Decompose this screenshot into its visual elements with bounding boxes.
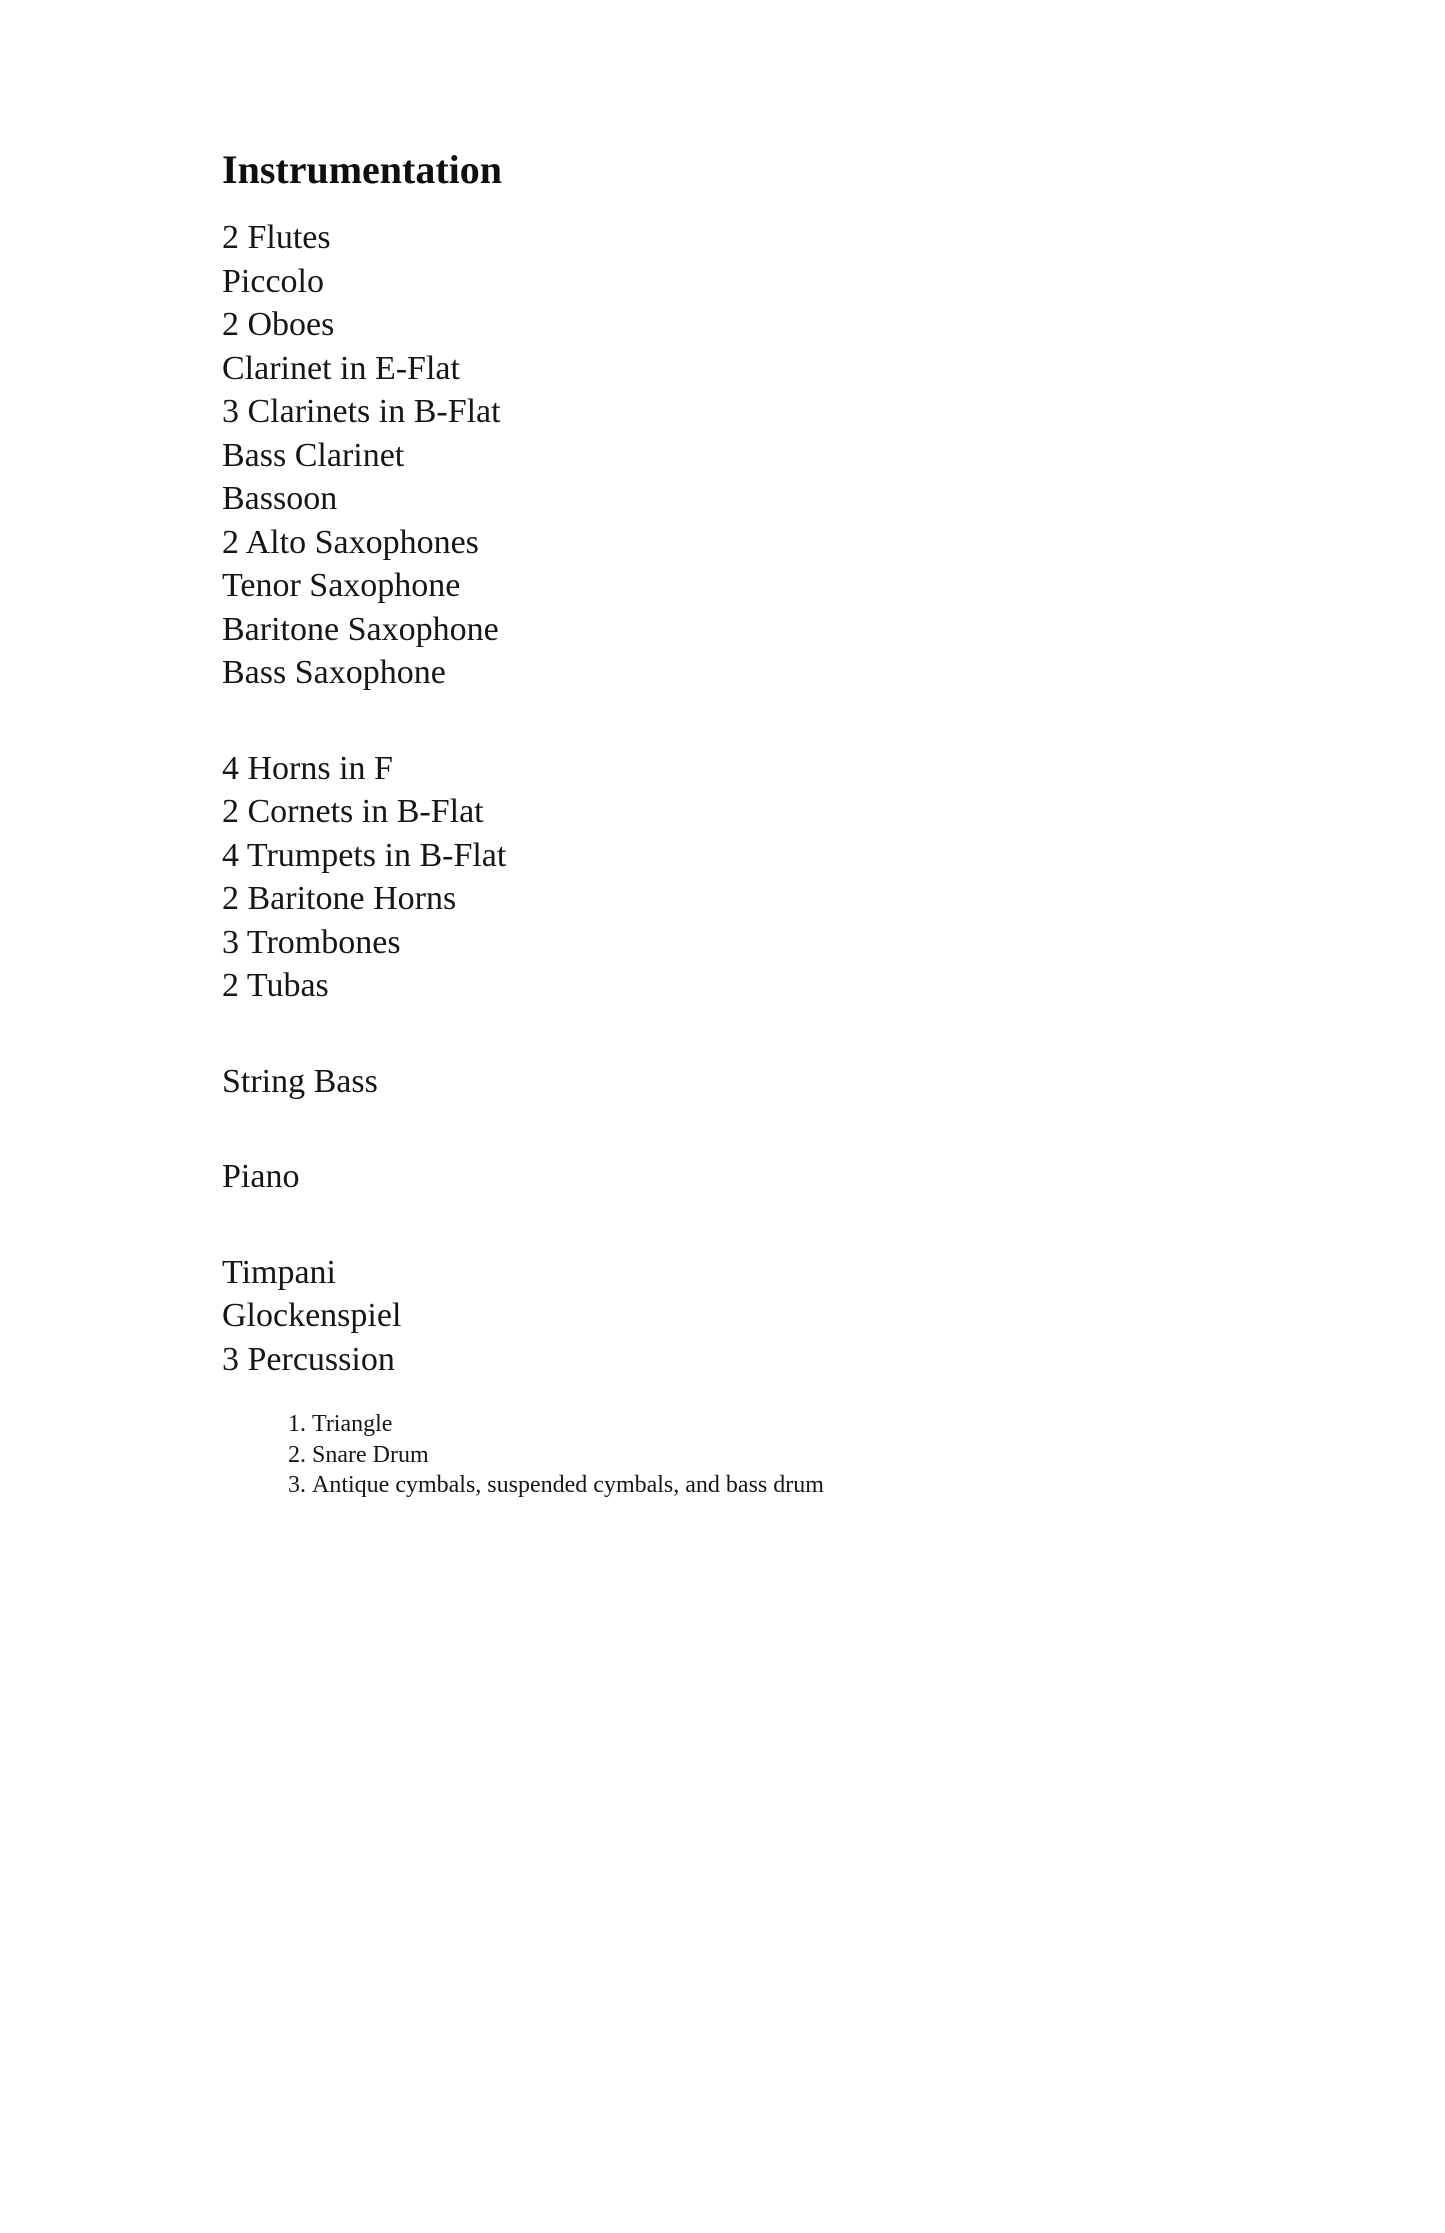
percussion-part-item (288, 1409, 1222, 1440)
instrument-item: 2 Baritone Horns (222, 880, 457, 917)
percussion-part-text: Antique cymbals, suspended cymbals, and bass drum (312, 1472, 824, 1498)
instrument-item: 2 Alto Saxophones (222, 523, 479, 561)
instrument-item: 4 Horns in F (222, 749, 393, 787)
instrument-item: Timpani (222, 1253, 337, 1291)
percussion-part-text: Snare Drum (312, 1441, 429, 1468)
instrument-item: Clarinet in E-Flat (222, 349, 460, 387)
percussion-part-item (288, 1440, 1222, 1471)
instrument-item: Piccolo (222, 262, 324, 300)
instrument-item: 2 Flutes (222, 219, 331, 256)
instrument-item: 3 Clarinets in B-Flat (222, 393, 501, 430)
percussion-part-number: 2. (288, 1441, 306, 1468)
instrument-item: Bass Saxophone (222, 654, 446, 691)
instrument-item: 3 Trombones (222, 923, 401, 961)
percussion-part-number: 3. (288, 1472, 306, 1498)
instrument-item: 2 Cornets in B-Flat (222, 793, 484, 830)
instrument-item: Glockenspiel (222, 1297, 402, 1334)
woodwinds-list (222, 216, 1222, 695)
brass-list (222, 747, 1222, 1008)
instrument-item: Bass Clarinet (222, 436, 405, 474)
instrument-item: Bassoon (222, 480, 338, 517)
instrument-item: Tenor Saxophone (222, 567, 461, 604)
percussion-list (222, 1251, 1222, 1382)
percussion-part-text: Triangle (312, 1411, 393, 1437)
page-title: Instrumentation (222, 147, 503, 192)
keyboard-list (222, 1155, 1222, 1199)
percussion-part-number: 1. (288, 1411, 306, 1437)
instrumentation-content (222, 147, 1222, 1501)
instrument-item: Baritone Saxophone (222, 610, 499, 648)
instrument-item: 2 Tubas (222, 967, 329, 1004)
percussion-parts-list (288, 1409, 1222, 1501)
instrument-item: String Bass (222, 1062, 378, 1100)
instrument-item: 2 Oboes (222, 306, 335, 343)
instrument-item: 4 Trumpets in B-Flat (222, 836, 507, 874)
instrument-item: Piano (222, 1158, 300, 1195)
percussion-part-item (288, 1470, 1222, 1501)
strings-list (222, 1060, 1222, 1104)
instrument-item: 3 Percussion (222, 1340, 395, 1378)
